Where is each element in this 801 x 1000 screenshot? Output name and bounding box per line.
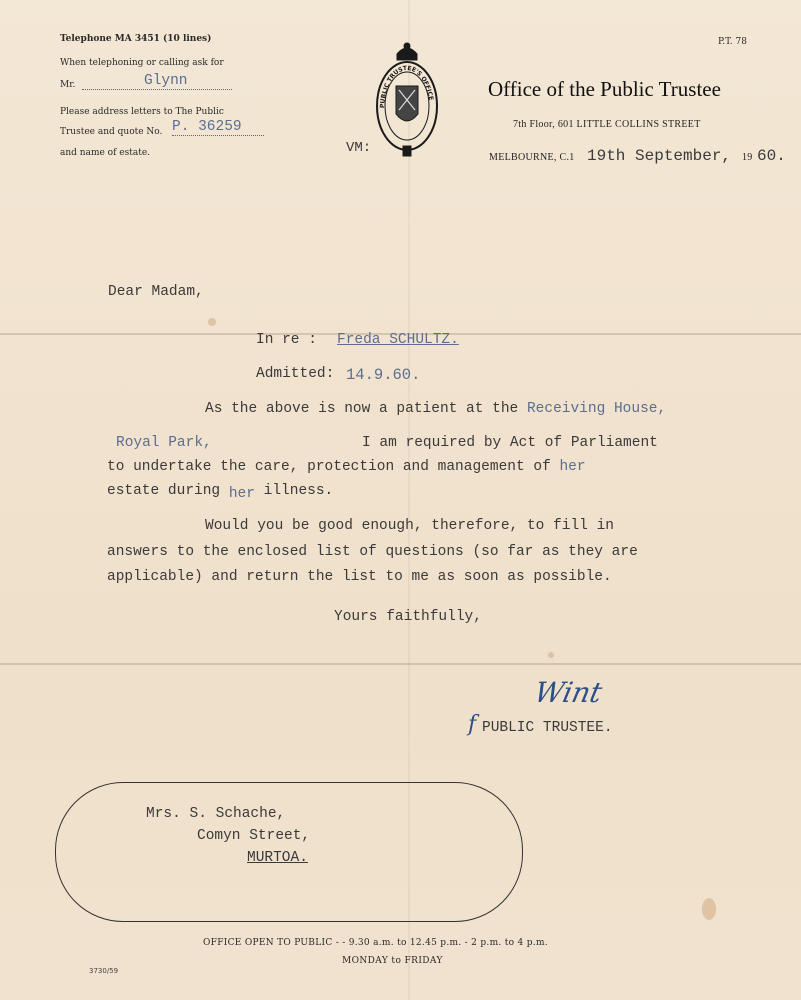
year-printed: 19 xyxy=(742,152,753,163)
office-hours: OFFICE OPEN TO PUBLIC - - 9.30 a.m. to 12.45 p.m. - 2 p.m. to 4 p.m. xyxy=(203,938,548,948)
office-address: 7th Floor, 601 LITTLE COLLINS STREET xyxy=(513,119,701,130)
ask-for-line: When telephoning or calling ask for xyxy=(60,58,224,68)
office-title: Office of the Public Trustee xyxy=(488,77,721,101)
signature-prefix: f xyxy=(468,712,477,737)
address-instruction-2: Trustee and quote No. xyxy=(60,127,163,137)
closing: Yours faithfully, xyxy=(334,609,482,625)
telephone-line: Telephone MA 3451 (10 lines) xyxy=(60,34,212,44)
paragraph-1-line-4 xyxy=(107,483,334,502)
contact-name: Glynn xyxy=(82,73,232,90)
admitted-date: 14.9.60. xyxy=(346,366,421,384)
salutation: Dear Madam, xyxy=(108,284,204,300)
contact-name-field xyxy=(82,73,232,90)
paper-stain xyxy=(208,318,216,326)
office-days: MONDAY to FRIDAY xyxy=(342,956,443,966)
p1-line4-a: estate during xyxy=(107,483,221,499)
reference-number-field xyxy=(172,119,264,136)
address-instruction-1: Please address letters to The Public xyxy=(60,107,224,117)
paragraph-1-line-1 xyxy=(205,401,666,417)
address-instruction-3: and name of estate. xyxy=(60,148,151,158)
pronoun-2: her xyxy=(228,486,255,502)
paragraph-2-line-3: applicable) and return the list to me as soon as possible. xyxy=(107,569,612,585)
handwritten-signature: Wint xyxy=(531,676,606,709)
recipient-town: MURTOA. xyxy=(247,850,308,866)
institution-location: Royal Park, xyxy=(116,435,212,451)
letter-date: 19th September, xyxy=(587,147,732,165)
year-typed: 60. xyxy=(757,147,786,165)
in-re-name: Freda SCHULTZ. xyxy=(337,332,459,348)
paper-stain xyxy=(702,898,716,920)
signatory-title: PUBLIC TRUSTEE. xyxy=(482,720,613,736)
in-re-label: In re : xyxy=(256,332,317,348)
fold-line-lower xyxy=(0,663,801,665)
city-line: MELBOURNE, C.1 xyxy=(489,152,575,163)
paper-stain xyxy=(548,652,554,658)
p1-text: As the above is now a patient at the xyxy=(205,401,519,417)
p1-line3-text: to undertake the care, protection and management of xyxy=(107,459,551,475)
paragraph-2-line-2: answers to the enclosed list of questions (so far as they are xyxy=(107,544,638,560)
pronoun-1: her xyxy=(559,459,586,475)
crest-text: PUBLIC TRUSTEE'S OFFICE xyxy=(378,64,435,109)
recipient-name: Mrs. S. Schache, xyxy=(146,806,286,822)
paragraph-1-line-2: I am required by Act of Parliament xyxy=(362,435,658,451)
admitted-label: Admitted: xyxy=(256,366,335,382)
p1-line4-b: illness. xyxy=(263,483,334,499)
paragraph-2-line-1: Would you be good enough, therefore, to fill in xyxy=(205,518,614,534)
institution-name: Receiving House, xyxy=(526,401,667,417)
form-code: 3730/59 xyxy=(89,967,119,975)
form-reference: P.T. 78 xyxy=(718,37,747,47)
public-trustee-crest-icon xyxy=(372,40,442,160)
paragraph-1-line-3 xyxy=(107,459,586,475)
reference-number: P. 36259 xyxy=(172,119,264,136)
recipient-street: Comyn Street, xyxy=(197,828,311,844)
typist-initials: VM: xyxy=(346,140,372,156)
mr-label: Mr. xyxy=(60,80,76,90)
